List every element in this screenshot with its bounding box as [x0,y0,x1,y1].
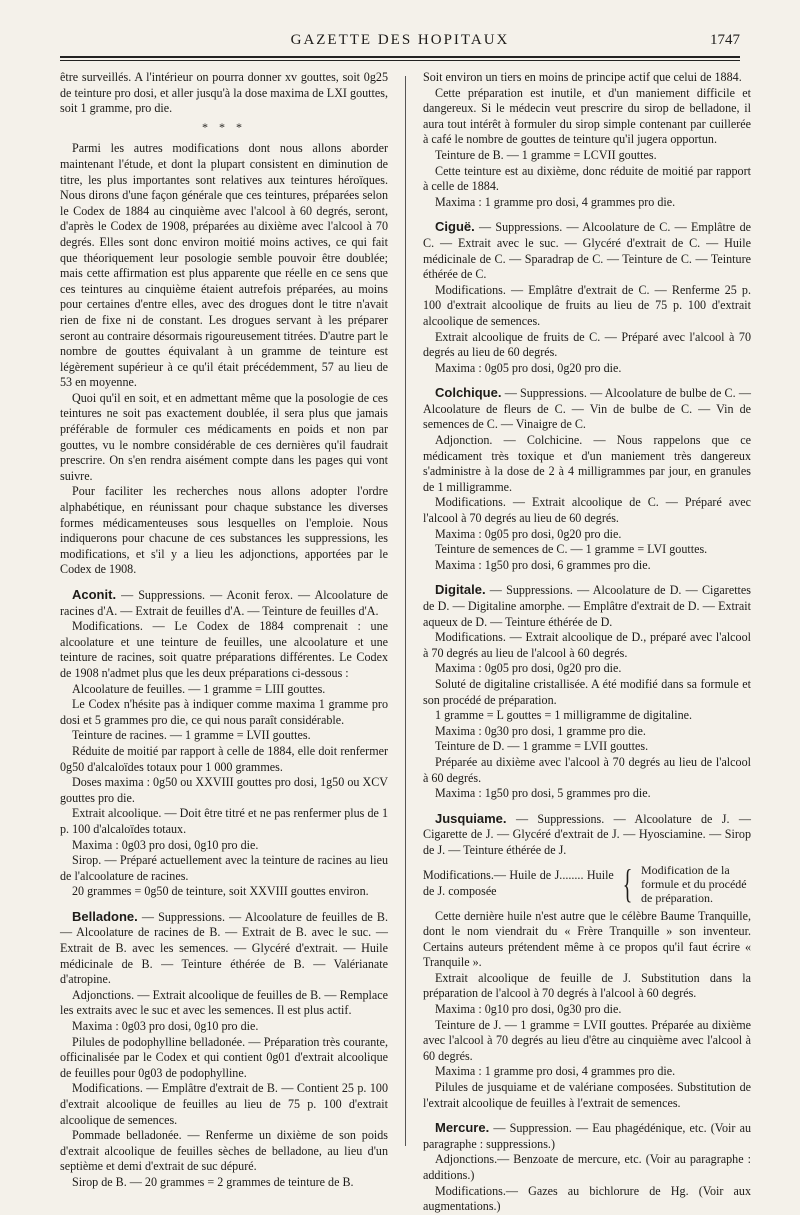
paragraph: Teinture de racines. — 1 gramme = LVII gouttes. [72,728,311,743]
paragraph: Teinture de D. — 1 gramme = LVII gouttes. [435,739,649,754]
paragraph: Maxima : 1g50 pro dosi, 5 grammes pro die. [435,786,651,801]
paragraph: Pilules de podophylline belladonée. — Préparation très courante, officinalisée par le Codex et qui contient 0g01 d'extrait alcoolique de feuilles pour 0g03 de podophylline. [60,1034,388,1080]
entry-heading: Colchique. [435,385,502,401]
entry-text: — Suppressions. — Aconit ferox. — Alcoolature de racines d'A. — Extrait de feuilles d'A. — Teinture de feuilles d'A. [60,588,388,618]
paragraph: Maxima : 1 gramme pro dosi, 4 grammes pro die. [435,1064,676,1079]
paragraph: Maxima : 0g10 pro dosi, 0g30 pro die. [435,1002,622,1017]
entry-digitale [423,582,751,630]
paragraph: Cette préparation est inutile, et d'un maniement difficile et dangereux. Si le médecin veut prescrire du sirop de belladone, il aura tout intérêt à formuler du sirop simple contenant par cuillerée à café le nombre de gouttes de teinture qu'il jugera opportun. [423,85,751,147]
paragraph: Pour faciliter les recherches nous allons adopter l'ordre alphabétique, en réunissant pour chaque substance les diverses formes médicamenteuses sous lesquelles on l'emploie. Nous indiquerons pour chacune de ces substances les suppressions, les modifications, et s'il y a lieu les adjonctions, apportées par le Codex de 1908. [60,484,388,577]
paragraph: Modifications. — Le Codex de 1884 comprenait : une alcoolature et une teinture de feuilles, une alcoolature et une teinture de racines, soit quatre préparations différentes. Le Codex de 1908 n'admet plus que les deux préparations ci-dessous : [60,619,388,680]
paragraph: Teinture de B. — 1 gramme = LCVII gouttes. [435,147,657,162]
paragraph: Quoi qu'il en soit, et en admettant même que la posologie de ces teintures ne soit pas exactement doublée, il sera plus que jamais préférable de formuler ces médicaments en poids et non par gouttes, vu le nombre considérable de ces dernières qu'il faudrait prescrire. On s'en rendra aisément compte dans les pages qui vont suivre. [60,390,388,483]
paragraph: Modifications.— Gazes au bichlorure de Hg. (Voir aux augmentations.) [423,1183,751,1214]
right-column [423,70,751,1215]
entry-jusquiame [423,811,751,859]
page-number: 1747 [710,32,740,48]
paragraph: Maxima : 1g50 pro dosi, 6 grammes pro die. [435,557,651,572]
paragraph: Maxima : 0g03 pro dosi, 0g10 pro die. [72,837,259,852]
running-header [60,28,740,58]
paragraph: Teinture de J. — 1 gramme = LVII gouttes. Préparée au dixième avec l'alcool à 70 degrés au lieu d'être au cinquième avec l'alcool à 60 degrés. [423,1017,751,1063]
entry-aconit [60,587,388,619]
paragraph: Maxima : 0g05 pro dosi, 0g20 pro die. [435,360,622,375]
entry-heading: Belladone. [72,908,138,924]
entry-text: — Suppressions. — Alcoolature de D. — Cigarettes de D. — Digitaline amorphe. — Emplâtre d'extrait de D. — Extrait aqueux de D. — Teinture éthérée de D. [423,583,751,629]
paragraph: Doses maxima : 0g50 ou XXVIII gouttes pro dosi, 1g50 ou XCV gouttes pro die. [60,775,388,805]
entry-heading: Aconit. [72,587,117,602]
paragraph: Maxima : 0g30 pro dosi, 1 gramme pro die. [435,723,646,738]
article-body [60,70,752,1214]
journal-title: GAZETTE DES HOPITAUX [290,32,510,48]
paragraph: 1 gramme = L gouttes = 1 milligramme de digitaline. [435,708,693,723]
paragraph: Extrait alcoolique. — Doit être titré et ne pas renfermer plus de 1 p. 100 d'alcaloïdes totaux. [60,806,388,836]
entry-belladone [60,909,388,988]
paragraph: Préparée au dixième avec l'alcool à 70 degrés au lieu de l'alcool à 60 degrés. [423,754,751,785]
header-rule [60,56,740,58]
paragraph: Soit environ un tiers en moins de principe actif que celui de 1884. [423,70,742,84]
entry-text: — Suppressions. — Alcoolature de C. — Emplâtre de C. — Extrait avec le suc. — Glycéré d'extrait de C. — Huile médicinale de C. — Sparadrap de C. — Teinture de C. — Teinture éthérée de C. [423,220,751,282]
paragraph: Pilules de jusquiame et de valériane composées. Substitution de l'extrait alcoolique de feuilles à l'extrait de semences. [423,1080,751,1110]
paragraph: Maxima : 1 gramme pro dosi, 4 grammes pro die. [435,194,676,209]
brace-glyph: { [622,860,633,906]
paragraph: Adjonction. — Colchicine. — Nous rappelons que ce médicament très toxique et d'un maniement très dangereux s'administre à la dose de 2 à 4 milligrammes par jour, en granules de 1 milligramme. [423,433,751,494]
entry-text: — Suppressions. — Alcoolature de feuilles de B. — Alcoolature de racines de B. — Extrait de B. avec le suc. — Extrait de B. avec les semences. — Glycéré d'extrait. — Huile médicinale de B. — Teinture éthérée de B. — Valérianate d'atropine. [60,909,388,987]
paragraph: Soluté de digitaline cristallisée. A été modifié dans sa formule et son procédé de préparation. [423,676,751,707]
paragraph: Teinture de semences de C. — 1 gramme = LVI gouttes. [435,542,708,557]
left-column [60,70,388,1191]
column-divider [405,76,406,1146]
paragraph: Modifications. — Extrait alcoolique de C. — Préparé avec l'alcool à 70 degrés au lieu de 60 degrés. [423,495,751,526]
entry-colchique [423,385,751,433]
entry-heading: Jusquiame. [435,810,507,826]
paragraph: Maxima : 0g05 pro dosi, 0g20 pro die. [435,661,622,676]
paragraph: Cette dernière huile n'est autre que le célèbre Baume Tranquille, dont le nom viendrait du « Frère Tranquille » son inventeur. Certains auteurs prétendent même à ce propos qu'il faut écrire « Tranquile ». [423,908,751,970]
paragraph: Sirop. — Préparé actuellement avec la teinture de racines au lieu de l'alcoolature de racines. [60,853,388,883]
modifications-brace [423,860,751,906]
paragraph: Extrait alcoolique de feuille de J. Substitution dans la préparation de l'alcool à 70 degrés à l'alcool à 60 degrés. [423,970,751,1001]
entry-heading: Ciguë. [435,219,475,235]
header-rule-thin [60,60,740,61]
paragraph: Réduite de moitié par rapport à celle de 1884, elle doit renfermer 0g50 d'alcaloïdes totaux pour 1 000 grammes. [60,743,388,774]
brace-items: Modifications.— Huile de J........ Huile de J. composée [423,867,614,898]
paragraph: Modifications. — Extrait alcoolique de D., préparé avec l'alcool à 70 degrés au lieu de l'alcool à 60 degrés. [423,630,751,660]
paragraph: Maxima : 0g03 pro dosi, 0g10 pro die. [72,1019,259,1034]
paragraph: Sirop de B. — 20 grammes = 2 grammes de teinture de B. [72,1174,354,1189]
paragraph: Modifications. — Emplâtre d'extrait de C. — Renferme 25 p. 100 d'extrait alcoolique de fruits au lieu de 75 p. 100 d'extrait alcoolique de semences. [423,282,751,328]
section-separator: * * * [202,119,246,134]
paragraph: Cette teinture est au dixième, donc réduite de moitié par rapport à celle de 1884. [423,163,751,194]
paragraph: Adjonctions. — Extrait alcoolique de feuilles de B. — Remplace les extraits avec le suc et avec les semences. Il est plus actif. [60,987,388,1018]
entry-text: — Suppressions. — Alcoolature de J. — Cigarette de J. — Glycéré d'extrait de J. — Hyosciamine. — Sirop de J. — Teinture éthérée de J. [423,811,752,857]
entry-cigue [423,219,751,282]
entry-mercure [423,1120,751,1152]
brace-note: Modification de la formule et du procédé de préparation. [641,862,747,905]
entry-text: — Suppression. — Eau phagédénique, etc. (Voir au paragraphe : suppressions.) [423,1121,751,1151]
entry-heading: Mercure. [435,1120,490,1136]
paragraph: être surveillés. A l'intérieur on pourra donner xv gouttes, soit 0g25 de teinture pro dosi, et aller jusqu'à la dose maxima de LXI gouttes, soit 1 gramme, pro die. [60,70,388,116]
paragraph: Alcoolature de feuilles. — 1 gramme = LIII gouttes. [72,681,326,696]
entry-text: — Suppressions. — Alcoolature de bulbe de C. — Alcoolature de fleurs de C. — Vin de bulbe de C. — Vin de semences de C. — Vinaigre de C. [423,386,751,432]
paragraph: Pommade belladonée. — Renferme un dixième de son poids d'extrait alcoolique de feuilles sèches de belladone, au lieu d'un septième et demi d'extrait de suc dépuré. [60,1128,388,1174]
entry-heading: Digitale. [435,582,486,598]
paragraph: Parmi les autres modifications dont nous allons aborder maintenant l'étude, et dont la plupart consistent en diminution de titre, les plus importantes sont relatives aux teintures héroïques. Nous dirons d'une façon générale que ces teintures, préparées selon le Codex de 1884 au cinquième avec l'alcool à 60 degrés, seront, d'après le Codex de 1908, préparées au dixième avec l'alcool à 70 degrés. Elles sont donc environ moitié moins actives, ce qui fait que théoriquement leur posologie semble pouvoir être doublée; mais cette affirmation est plus apparente que réelle en ce sens que ces teintures au cinquième étaient autrefois préparées, au moins pour certaines d'entre elles, avec des drogues dont le titre n'avait rien de fixe ni de constant. Les drogues servant à les préparer seront au contraire désormais rigoureusement titrées. D'autre part le nombre de gouttes équivalant à un gramme de teinture est légèrement supérieur à ce qu'il était précédemment, 57 au lieu de 53 en moyenne. [60,141,388,390]
paragraph: Maxima : 0g05 pro dosi, 0g20 pro die. [435,526,622,541]
paragraph: Adjonctions.— Benzoate de mercure, etc. (Voir au paragraphe : additions.) [423,1152,751,1182]
paragraph: Extrait alcoolique de fruits de C. — Préparé avec l'alcool à 70 degrés au lieu de 60 degrés. [423,329,751,360]
paragraph: 20 grammes = 0g50 de teinture, soit XXVIII gouttes environ. [72,884,369,899]
paragraph: Le Codex n'hésite pas à indiquer comme maxima 1 gramme pro dosi et 5 grammes pro die, ce qui nous paraît considérable. [60,697,388,727]
paragraph: Modifications. — Emplâtre d'extrait de B. — Contient 25 p. 100 d'extrait alcoolique de feuilles au lieu de 75 p. 100 d'extrait alcoolique de semences. [60,1081,388,1127]
